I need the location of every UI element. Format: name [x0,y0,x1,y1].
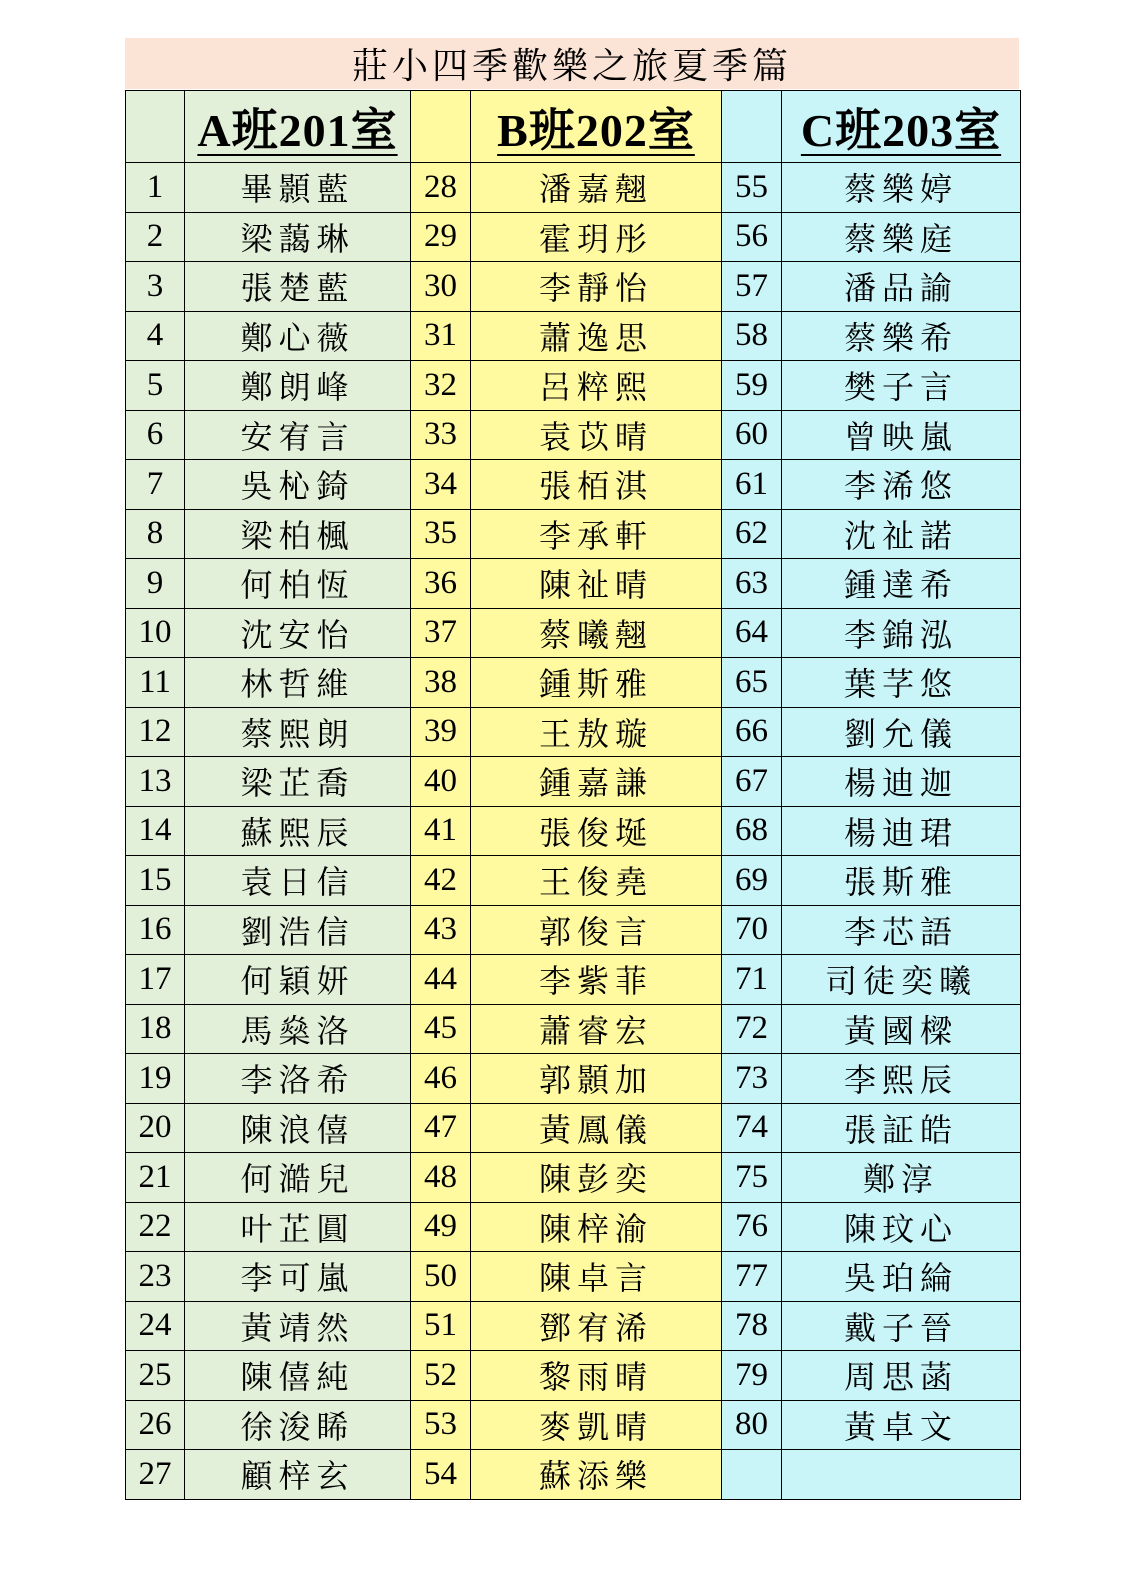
student-name-a: 李可嵐 [185,1252,411,1302]
student-number-a: 20 [126,1103,185,1153]
student-number-a: 17 [126,955,185,1005]
table-row [126,1400,1021,1450]
student-name-c: 吳珀綸 [782,1252,1021,1302]
student-name-b: 張栢淇 [471,460,722,510]
student-number-a: 12 [126,707,185,757]
student-name-c: 鄭淳 [782,1153,1021,1203]
student-name-a: 沈安怡 [185,608,411,658]
student-number-a: 13 [126,757,185,807]
roster-body [126,91,1021,1500]
table-row [126,608,1021,658]
student-name-a: 劉浩信 [185,905,411,955]
student-name-c: 陳玟心 [782,1202,1021,1252]
student-name-c: 張斯雅 [782,856,1021,906]
student-number-c: 71 [722,955,782,1005]
student-number-b: 43 [411,905,471,955]
student-name-a: 徐浚睎 [185,1400,411,1450]
student-number-b: 45 [411,1004,471,1054]
student-number-c: 67 [722,757,782,807]
header-blank-a [126,91,185,163]
student-name-b: 蘇添樂 [471,1450,722,1500]
student-number-b: 37 [411,608,471,658]
header-class-c: C班203室 [782,91,1021,163]
table-row [126,509,1021,559]
student-name-a: 馬燊洛 [185,1004,411,1054]
table-row [126,707,1021,757]
student-name-b: 霍玥彤 [471,212,722,262]
table-row [126,311,1021,361]
student-name-b: 蕭睿宏 [471,1004,722,1054]
student-number-b: 51 [411,1301,471,1351]
student-name-a: 梁芷喬 [185,757,411,807]
class-roster-table [125,90,1021,1500]
student-number-c: 68 [722,806,782,856]
student-name-c: 楊迪迦 [782,757,1021,807]
student-name-a: 陳浪僖 [185,1103,411,1153]
student-name-c: 鍾達希 [782,559,1021,609]
table-row [126,410,1021,460]
student-name-c [782,1450,1021,1500]
student-name-a: 張楚藍 [185,262,411,312]
student-name-a: 鄭朗峰 [185,361,411,411]
student-number-c: 64 [722,608,782,658]
student-name-c: 李芯語 [782,905,1021,955]
student-name-a: 蘇熙辰 [185,806,411,856]
student-name-a: 陳僖純 [185,1351,411,1401]
student-number-a: 7 [126,460,185,510]
student-name-c: 李浠悠 [782,460,1021,510]
student-name-c: 司徒奕曦 [782,955,1021,1005]
student-name-b: 袁苡晴 [471,410,722,460]
student-name-b: 郭顥加 [471,1054,722,1104]
student-number-a: 18 [126,1004,185,1054]
student-number-c [722,1450,782,1500]
student-number-b: 52 [411,1351,471,1401]
student-name-a: 林哲維 [185,658,411,708]
student-number-c: 74 [722,1103,782,1153]
student-number-c: 77 [722,1252,782,1302]
student-name-c: 沈祉諾 [782,509,1021,559]
student-name-c: 曾映嵐 [782,410,1021,460]
student-number-b: 46 [411,1054,471,1104]
student-number-a: 8 [126,509,185,559]
student-name-c: 戴子晉 [782,1301,1021,1351]
student-number-a: 14 [126,806,185,856]
student-number-c: 66 [722,707,782,757]
student-name-a: 梁柏楓 [185,509,411,559]
student-number-b: 44 [411,955,471,1005]
student-name-b: 張俊埏 [471,806,722,856]
student-name-b: 鍾嘉謙 [471,757,722,807]
student-number-b: 34 [411,460,471,510]
student-number-a: 3 [126,262,185,312]
student-name-c: 蔡樂希 [782,311,1021,361]
student-number-c: 57 [722,262,782,312]
student-number-c: 59 [722,361,782,411]
student-name-b: 王敖璇 [471,707,722,757]
student-number-b: 36 [411,559,471,609]
student-number-a: 4 [126,311,185,361]
student-name-b: 蔡曦翹 [471,608,722,658]
student-name-a: 何澔兒 [185,1153,411,1203]
student-number-c: 58 [722,311,782,361]
table-row [126,1351,1021,1401]
student-name-a: 李洛希 [185,1054,411,1104]
student-number-b: 33 [411,410,471,460]
student-name-a: 黃靖然 [185,1301,411,1351]
table-row [126,1054,1021,1104]
student-name-c: 楊迪珺 [782,806,1021,856]
table-row [126,856,1021,906]
student-number-c: 62 [722,509,782,559]
student-name-c: 李熙辰 [782,1054,1021,1104]
student-number-b: 49 [411,1202,471,1252]
table-row [126,1153,1021,1203]
table-row [126,1103,1021,1153]
student-number-a: 19 [126,1054,185,1104]
table-row [126,1301,1021,1351]
student-number-a: 27 [126,1450,185,1500]
student-number-b: 30 [411,262,471,312]
student-name-b: 呂粹熙 [471,361,722,411]
student-number-c: 72 [722,1004,782,1054]
student-name-a: 梁藹琳 [185,212,411,262]
student-name-b: 李紫菲 [471,955,722,1005]
student-number-b: 50 [411,1252,471,1302]
header-blank-c [722,91,782,163]
student-name-b: 李承軒 [471,509,722,559]
student-number-a: 22 [126,1202,185,1252]
student-name-b: 陳卓言 [471,1252,722,1302]
table-row [126,559,1021,609]
student-name-b: 鍾斯雅 [471,658,722,708]
student-number-a: 24 [126,1301,185,1351]
table-row [126,658,1021,708]
student-number-b: 32 [411,361,471,411]
student-name-b: 王俊堯 [471,856,722,906]
student-number-b: 40 [411,757,471,807]
student-number-c: 75 [722,1153,782,1203]
student-name-b: 李靜怡 [471,262,722,312]
student-number-a: 1 [126,163,185,213]
table-row [126,757,1021,807]
student-number-c: 78 [722,1301,782,1351]
student-number-c: 65 [722,658,782,708]
student-number-b: 47 [411,1103,471,1153]
student-name-a: 何穎妍 [185,955,411,1005]
student-number-c: 76 [722,1202,782,1252]
header-class-b: B班202室 [471,91,722,163]
table-row [126,1252,1021,1302]
student-name-b: 黃鳳儀 [471,1103,722,1153]
student-number-c: 70 [722,905,782,955]
student-number-c: 60 [722,410,782,460]
student-number-b: 54 [411,1450,471,1500]
student-number-c: 73 [722,1054,782,1104]
table-row [126,955,1021,1005]
student-name-b: 蕭逸思 [471,311,722,361]
student-name-a: 何柏恆 [185,559,411,609]
student-number-a: 2 [126,212,185,262]
student-name-c: 張証皓 [782,1103,1021,1153]
student-number-c: 63 [722,559,782,609]
table-row [126,1004,1021,1054]
student-number-c: 61 [722,460,782,510]
student-name-c: 黃卓文 [782,1400,1021,1450]
student-number-b: 41 [411,806,471,856]
student-name-c: 蔡樂婷 [782,163,1021,213]
student-number-b: 38 [411,658,471,708]
student-name-c: 樊子言 [782,361,1021,411]
student-number-b: 42 [411,856,471,906]
student-number-a: 9 [126,559,185,609]
student-number-b: 29 [411,212,471,262]
student-name-c: 劉允儀 [782,707,1021,757]
table-row [126,806,1021,856]
student-number-a: 16 [126,905,185,955]
table-row [126,212,1021,262]
student-name-a: 鄭心薇 [185,311,411,361]
student-name-b: 麥凱晴 [471,1400,722,1450]
student-name-a: 袁日信 [185,856,411,906]
student-number-a: 25 [126,1351,185,1401]
student-number-b: 53 [411,1400,471,1450]
student-name-a: 顧梓玄 [185,1450,411,1500]
student-number-b: 28 [411,163,471,213]
student-number-b: 35 [411,509,471,559]
student-number-a: 10 [126,608,185,658]
student-name-b: 陳梓渝 [471,1202,722,1252]
table-row [126,163,1021,213]
student-number-a: 15 [126,856,185,906]
header-blank-b [411,91,471,163]
student-name-b: 郭俊言 [471,905,722,955]
header-row [126,91,1021,163]
student-number-b: 31 [411,311,471,361]
student-number-c: 56 [722,212,782,262]
student-name-c: 葉芓悠 [782,658,1021,708]
student-number-a: 5 [126,361,185,411]
student-name-c: 李錦泓 [782,608,1021,658]
student-name-c: 潘品諭 [782,262,1021,312]
table-row [126,905,1021,955]
table-row [126,1202,1021,1252]
student-name-c: 周思菡 [782,1351,1021,1401]
header-class-a: A班201室 [185,91,411,163]
student-name-b: 陳彭奕 [471,1153,722,1203]
student-number-a: 6 [126,410,185,460]
student-name-a: 安宥言 [185,410,411,460]
student-number-b: 39 [411,707,471,757]
student-name-a: 蔡熙朗 [185,707,411,757]
student-name-b: 潘嘉翹 [471,163,722,213]
table-row [126,1450,1021,1500]
student-name-b: 鄧宥浠 [471,1301,722,1351]
student-number-c: 80 [722,1400,782,1450]
roster-title: 莊小四季歡樂之旅夏季篇 [125,38,1019,89]
student-number-a: 23 [126,1252,185,1302]
student-number-c: 79 [722,1351,782,1401]
student-name-c: 黃國樑 [782,1004,1021,1054]
table-row [126,361,1021,411]
student-name-b: 陳祉晴 [471,559,722,609]
student-number-c: 69 [722,856,782,906]
student-number-b: 48 [411,1153,471,1203]
table-row [126,460,1021,510]
student-number-a: 11 [126,658,185,708]
student-name-a: 吳杺錡 [185,460,411,510]
student-number-c: 55 [722,163,782,213]
student-name-c: 蔡樂庭 [782,212,1021,262]
student-number-a: 21 [126,1153,185,1203]
student-name-a: 叶芷圓 [185,1202,411,1252]
student-name-b: 黎雨晴 [471,1351,722,1401]
student-number-a: 26 [126,1400,185,1450]
table-row [126,262,1021,312]
student-name-a: 畢顥藍 [185,163,411,213]
